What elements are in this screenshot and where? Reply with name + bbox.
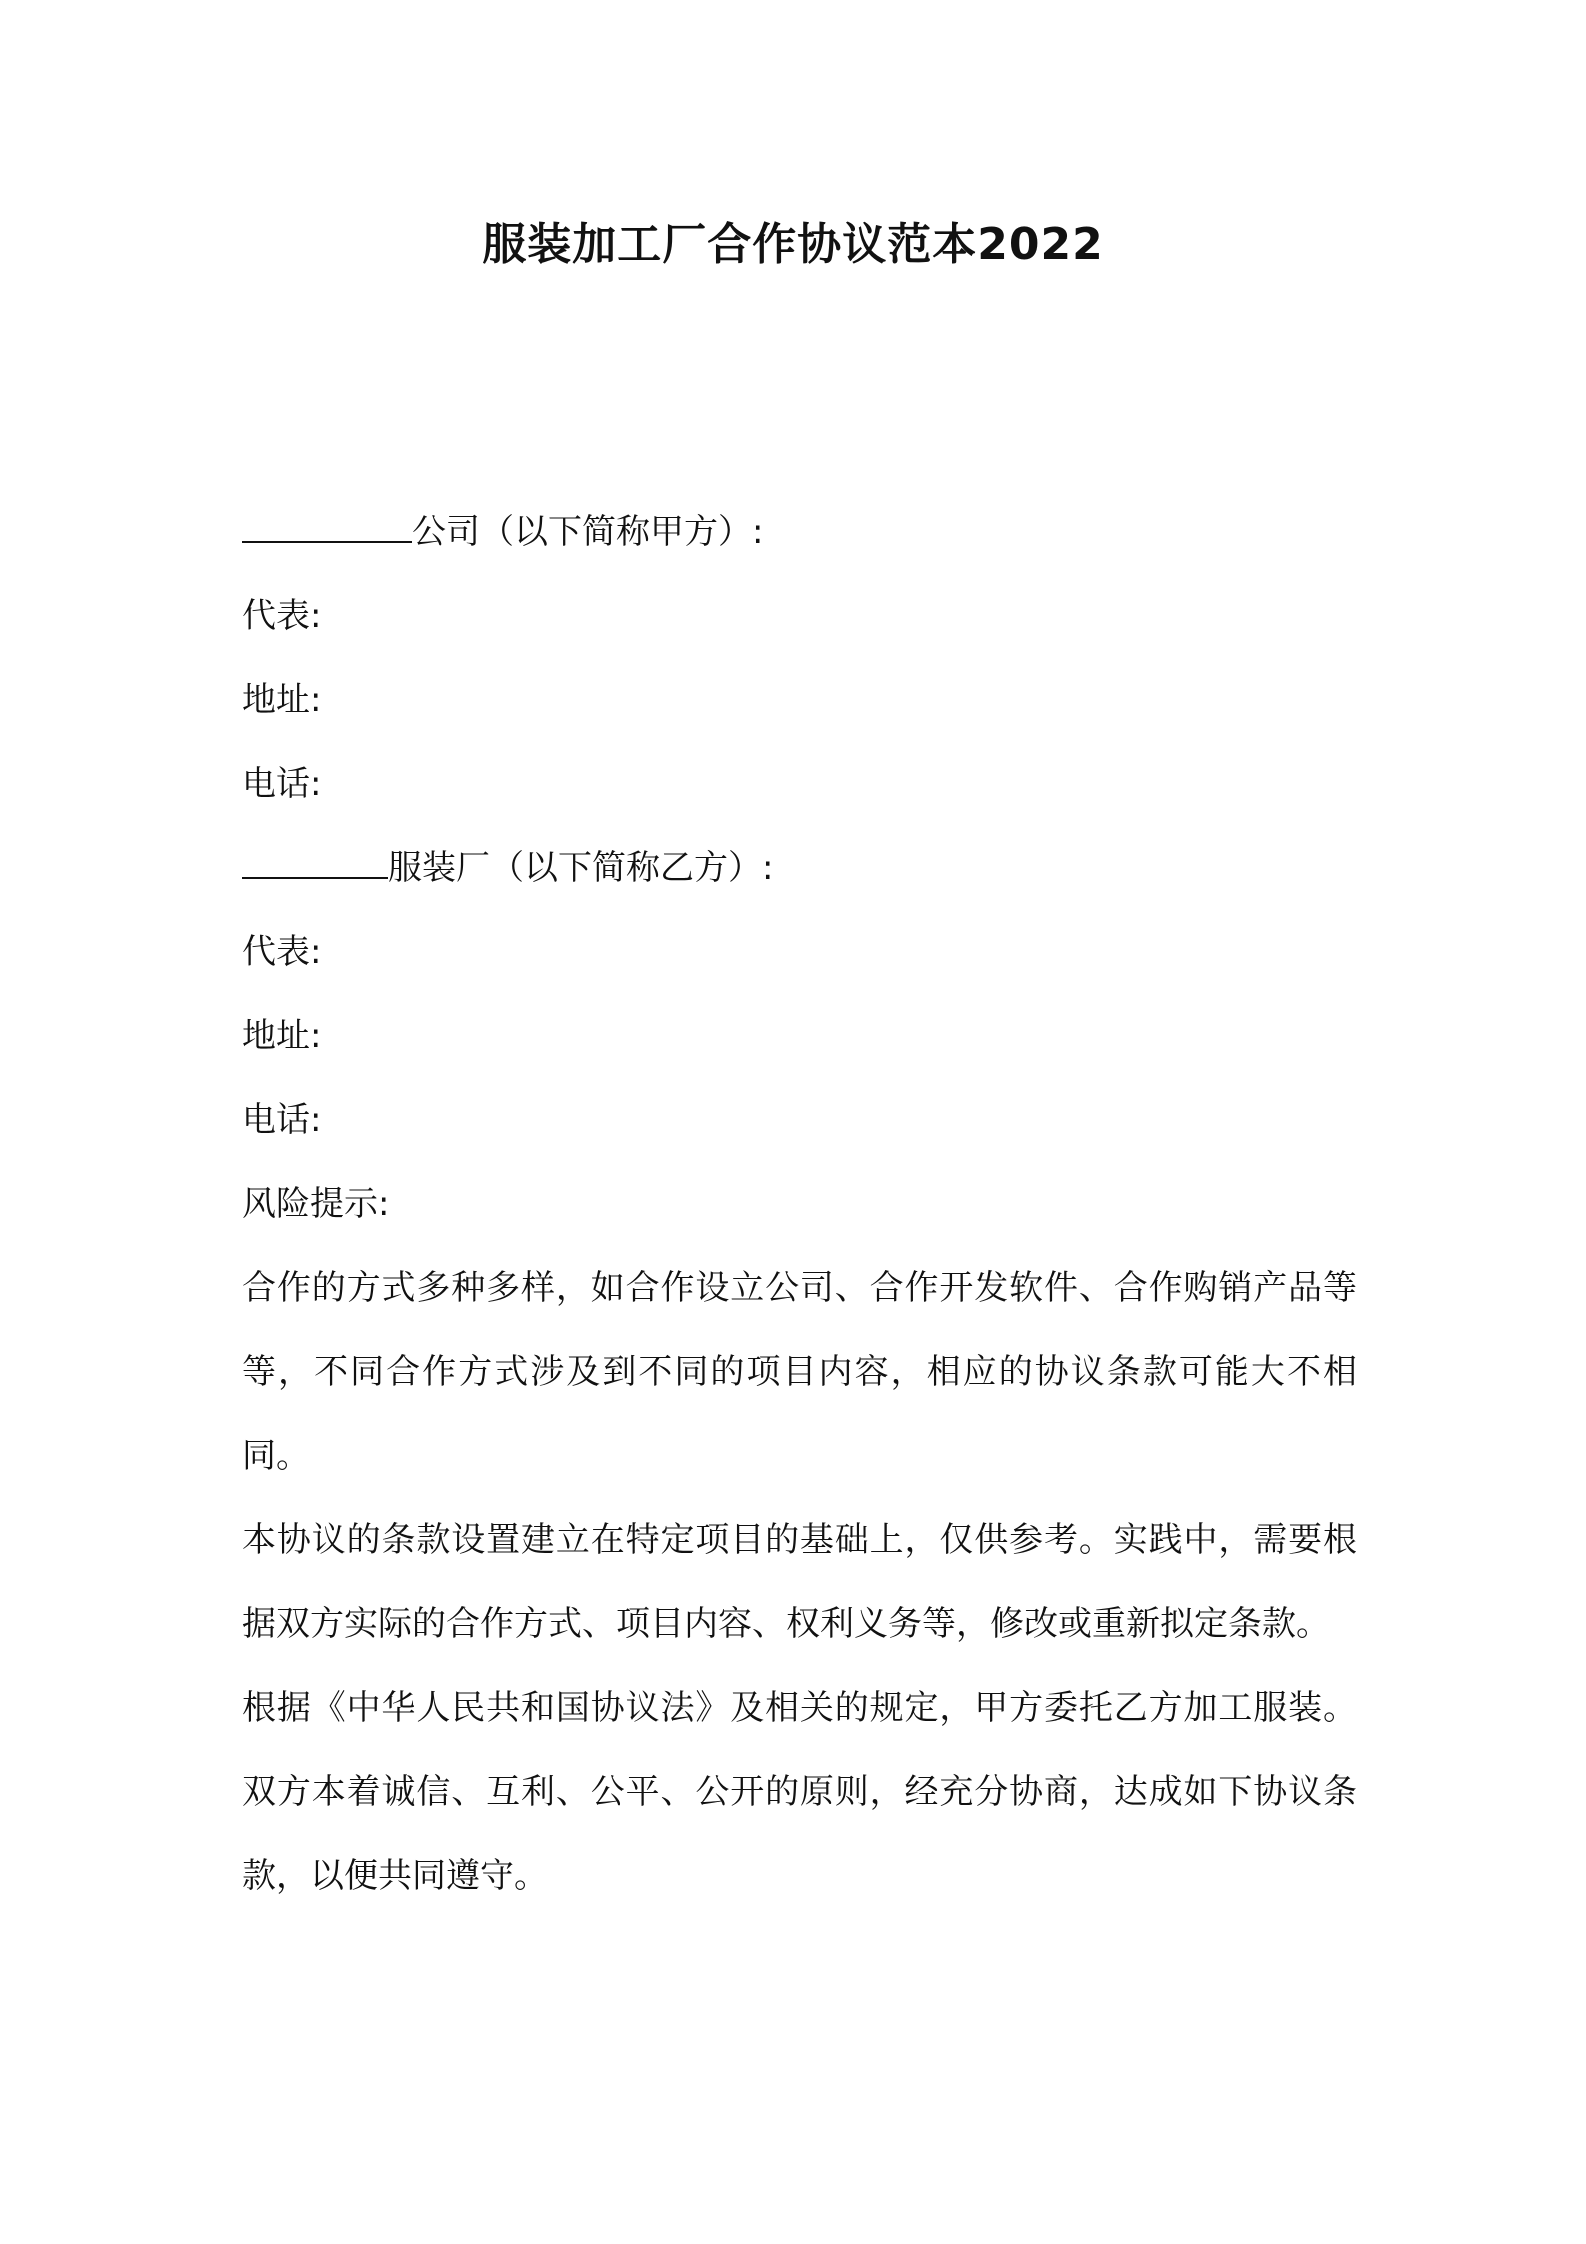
party-b-factory-line (242, 826, 1357, 910)
party-a-suffix: 公司（以下简称甲方）: (412, 512, 764, 552)
document-body (242, 490, 1357, 1918)
party-a-phone: 电话: (242, 764, 322, 804)
document-title: 服装加工厂合作协议范本2022 (482, 219, 1104, 270)
party-b-address: 地址: (242, 1016, 322, 1056)
paragraph-agreement-basis: 根据《中华人民共和国协议法》及相关的规定，甲方委托乙方加工服装。双方本着诚信、互利、公平、公开的原则，经充分协商，达成如下协议条款，以便共同遵守。 (242, 1688, 1357, 1896)
party-b-suffix: 服装厂（以下简称乙方）: (388, 848, 774, 888)
paragraph-cooperation-modes: 合作的方式多种多样，如合作设立公司、合作开发软件、合作购销产品等等，不同合作方式涉及到不同的项目内容，相应的协议条款可能大不相同。 (242, 1268, 1357, 1476)
party-b-representative: 代表: (242, 932, 322, 972)
party-b-phone: 电话: (242, 1100, 322, 1140)
party-a-representative: 代表: (242, 596, 322, 636)
party-a-company-line (242, 490, 1357, 574)
paragraph-reference-note: 本协议的条款设置建立在特定项目的基础上，仅供参考。实践中，需要根据双方实际的合作方式、项目内容、权利义务等，修改或重新拟定条款。 (242, 1520, 1357, 1644)
party-b-name-blank (242, 847, 388, 879)
party-a-address: 地址: (242, 680, 322, 720)
risk-heading: 风险提示: (242, 1184, 390, 1224)
party-a-name-blank (242, 511, 412, 543)
